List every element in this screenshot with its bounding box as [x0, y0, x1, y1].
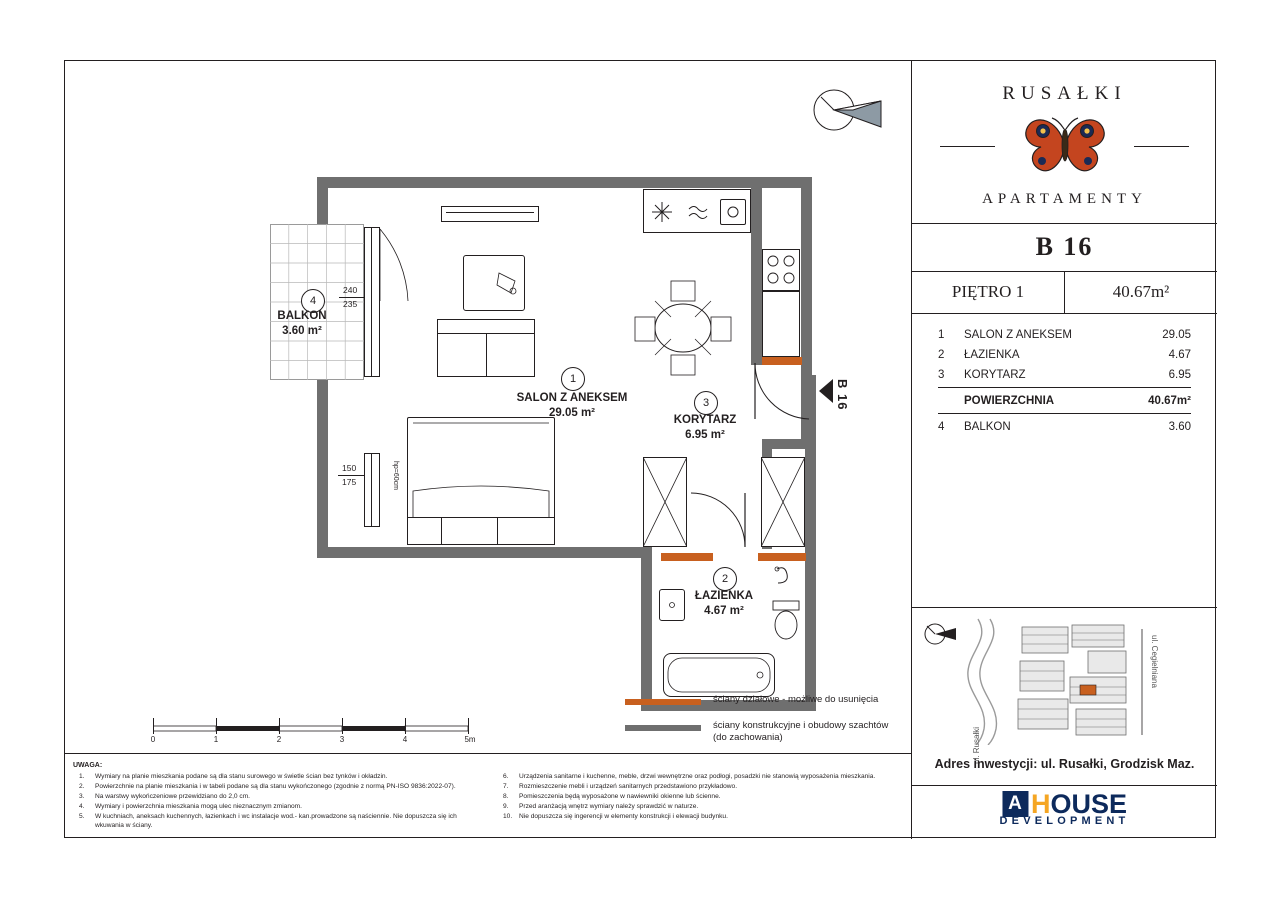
balkon-area: 3.60 m²	[282, 325, 322, 337]
table-row-balcony	[912, 417, 1217, 437]
lazienka-area: 4.67 m²	[704, 605, 744, 617]
scale-tick-1: 1	[213, 735, 219, 744]
room-marker-salon: 1	[561, 367, 585, 391]
scale-tick-3: 3	[339, 735, 345, 744]
note-text: Rozmieszczenie mebli i urządzeń sanitarnych przedstawiono przykładowo.	[519, 783, 738, 790]
note-number: 4.	[79, 803, 85, 810]
floorplan-sheet	[64, 60, 1216, 838]
wall-top	[317, 177, 751, 188]
note-item	[73, 812, 483, 830]
unit-number-block	[912, 223, 1217, 271]
note-item	[73, 782, 483, 791]
note-item	[73, 792, 483, 801]
brand-rule-left	[940, 146, 995, 147]
notes-block	[67, 761, 907, 831]
room-index: 1	[938, 329, 945, 341]
wall-bath-left	[641, 547, 652, 711]
room-name: SALON Z ANEKSEM	[964, 329, 1073, 341]
room-marker-balkon: 4	[301, 289, 325, 313]
dim-balcony-outer: 240	[343, 285, 358, 295]
note-number: 2.	[79, 783, 85, 790]
note-number: 7.	[503, 783, 509, 790]
notes-column-right	[497, 772, 907, 831]
korytarz-area: 6.95 m²	[685, 429, 725, 441]
kitchen-tall-unit	[762, 291, 800, 357]
dining-set	[633, 279, 733, 377]
note-text: Wymiary na planie mieszkania podane są dla stanu surowego w świetle ścian bez tynków i okładzin.	[95, 773, 388, 780]
toilet-icon	[771, 599, 801, 643]
room-label-salon	[479, 391, 665, 421]
dim-window-sill: hp=60cm	[392, 461, 399, 490]
note-number: 3.	[79, 793, 85, 800]
investment-address: Adres inwestycji: ul. Rusałki, Grodzisk Maz.	[934, 757, 1195, 771]
site-north-arrow-icon	[922, 619, 958, 649]
brand-name: RUSAŁKI	[1002, 83, 1127, 104]
washbasin-drain-icon	[666, 599, 678, 611]
hob-burner-icon	[651, 201, 673, 223]
balcony-area: 3.60	[1168, 421, 1191, 433]
note-item	[73, 802, 483, 811]
developer-name	[1031, 791, 1127, 817]
legend-swatch-partition	[625, 699, 701, 705]
note-text: Nie dopuszcza się ingerencji w elementy konstrukcji i elewacji budynku.	[519, 813, 728, 820]
lazienka-name: ŁAZIENKA	[694, 590, 754, 602]
balkon-name: BALKON	[277, 310, 327, 322]
room-marker-korytarz: 3	[694, 391, 718, 415]
note-item	[497, 782, 907, 791]
wall-right-outer-upper	[801, 177, 812, 375]
note-item	[497, 772, 907, 781]
butterfly-icon	[1023, 113, 1107, 175]
floor-label: PIĘTRO 1	[951, 282, 1025, 301]
note-text: Wymiary i powierzchnia mieszkania mogą ulec nieznacznym zmianom.	[95, 803, 302, 810]
door-hatch-2	[761, 457, 805, 547]
note-text: Urządzenia sanitarne i kuchenne, meble, drzwi wewnętrzne oraz podłogi, posadzki nie stanowią wyposażenia mieszkania.	[519, 773, 876, 780]
developer-name-part1: H	[1030, 789, 1051, 819]
door-hatch-1	[643, 457, 687, 547]
table-row-total	[912, 391, 1217, 411]
unit-number: B 16	[1035, 232, 1094, 261]
scale-tick-4: 4	[402, 735, 408, 744]
note-text: W kuchniach, aneksach kuchennych, łazienkach i wc instalacje wod.- kan.prowadzone są naściennie. Nie dopuszcza się ich wkuwania w ściany.	[95, 813, 457, 829]
legend-swatch-structural	[625, 725, 701, 731]
developer-logo	[1002, 791, 1127, 817]
note-item	[497, 812, 907, 821]
total-label: POWIERZCHNIA	[964, 395, 1055, 407]
note-item	[497, 802, 907, 811]
brand-logo-block	[912, 61, 1217, 223]
developer-logo-block	[912, 785, 1217, 839]
note-text: Powierzchnie na planie mieszkania i w tabeli podane są dla stanu wykończonego (zgodnie z normą PN-ISO 9836:2022-07).	[95, 783, 456, 790]
unit-tag: B 16	[835, 379, 850, 411]
salon-name: SALON Z ANEKSEM	[516, 392, 628, 404]
wall-right-upper	[751, 177, 762, 365]
info-column	[912, 61, 1217, 839]
partition-bath-1	[661, 553, 713, 561]
unit-location-marker	[1080, 685, 1096, 695]
room-label-balkon	[247, 309, 357, 339]
cooktop-burners-icon	[764, 251, 798, 289]
legend-text-structural-2: (do zachowania)	[713, 732, 783, 743]
note-number: 10.	[503, 813, 513, 820]
entrance-arrow-icon	[817, 377, 835, 405]
dim-window-inner: 175	[342, 477, 357, 487]
room-area: 29.05	[1162, 329, 1191, 341]
table-rule-bottom	[938, 413, 1191, 414]
table-row	[912, 325, 1217, 345]
partition-bath-2	[758, 553, 806, 561]
site-map-block	[912, 607, 1217, 785]
tv-unit	[441, 206, 539, 222]
note-item	[497, 792, 907, 801]
table-row	[912, 345, 1217, 365]
room-area: 6.95	[1168, 369, 1191, 381]
room-name: KORYTARZ	[964, 369, 1026, 381]
site-map-graphic	[960, 617, 1175, 745]
note-number: 5.	[79, 813, 85, 820]
developer-name-part2: OUSE	[1050, 789, 1128, 819]
street-label-left: ul. Rusałki	[972, 727, 981, 764]
bathroom-door-icon	[689, 491, 747, 549]
appliance-knob-icon	[725, 204, 741, 220]
brand-rule-right	[1134, 146, 1189, 147]
balcony-name: BALKON	[964, 421, 1011, 433]
brand-subtitle: APARTAMENTY	[982, 191, 1147, 207]
room-index: 3	[938, 369, 945, 381]
note-text: Na warstwy wykończeniowe przewidziano do 2,0 cm.	[95, 793, 251, 800]
dim-window-outer: 150	[342, 463, 357, 473]
room-table	[912, 313, 1217, 437]
washer-icon	[771, 563, 797, 589]
wall-bottom-salon	[317, 547, 652, 558]
total-area-label: 40.67m²	[1112, 282, 1170, 301]
room-index: 2	[938, 349, 945, 361]
scale-tick-0: 0	[150, 735, 156, 744]
notes-column-left	[73, 772, 483, 831]
note-number: 6.	[503, 773, 509, 780]
dim-balcony-inner: 235	[343, 299, 358, 309]
street-label-right: ul. Cegielniana	[1150, 635, 1159, 688]
room-marker-lazienka: 2	[713, 567, 737, 591]
note-text: Przed aranżacją wnętrz wymiary należy sprawdzić w naturze.	[519, 803, 699, 810]
korytarz-name: KORYTARZ	[673, 414, 737, 426]
sink-icon	[687, 203, 709, 221]
total-value: 40.67m²	[1148, 395, 1191, 407]
note-number: 9.	[503, 803, 509, 810]
legend-text-partition: ściany działowe - możliwe do usunięcia	[713, 694, 879, 705]
bed-bench	[407, 517, 555, 545]
notes-title: UWAGA:	[73, 762, 103, 769]
scale-bar-graphic	[153, 724, 481, 736]
floorplan-drawing	[65, 61, 911, 839]
balcony-door-swing	[378, 227, 412, 377]
bathtub-detail	[663, 653, 775, 697]
legend-text-structural-1: ściany konstrukcyjne i obudowy szachtów	[713, 720, 889, 731]
room-area: 4.67	[1168, 349, 1191, 361]
floor-area-block	[912, 271, 1217, 313]
table-rule-top	[938, 387, 1191, 388]
north-arrow-icon	[813, 83, 885, 137]
salon-area: 29.05 m²	[548, 407, 596, 419]
scale-bar	[150, 723, 481, 744]
scale-tick-2: 2	[276, 735, 282, 744]
balcony-index: 4	[938, 421, 945, 433]
note-text: Pomieszczenia będą wyposażone w nawiewniki okienne lub ścienne.	[519, 793, 721, 800]
note-number: 8.	[503, 793, 509, 800]
living-window	[364, 453, 380, 527]
room-name: ŁAZIENKA	[964, 349, 1020, 361]
developer-mark: A	[1002, 791, 1028, 817]
room-label-korytarz	[643, 413, 767, 443]
lamp-icon	[495, 269, 521, 299]
wall-right-lower	[805, 439, 816, 711]
note-item	[73, 772, 483, 781]
developer-subtitle: DEVELOPMENT	[999, 815, 1130, 827]
scale-tick-5: 5m	[464, 735, 476, 744]
table-row	[912, 365, 1217, 385]
note-number: 1.	[79, 773, 85, 780]
